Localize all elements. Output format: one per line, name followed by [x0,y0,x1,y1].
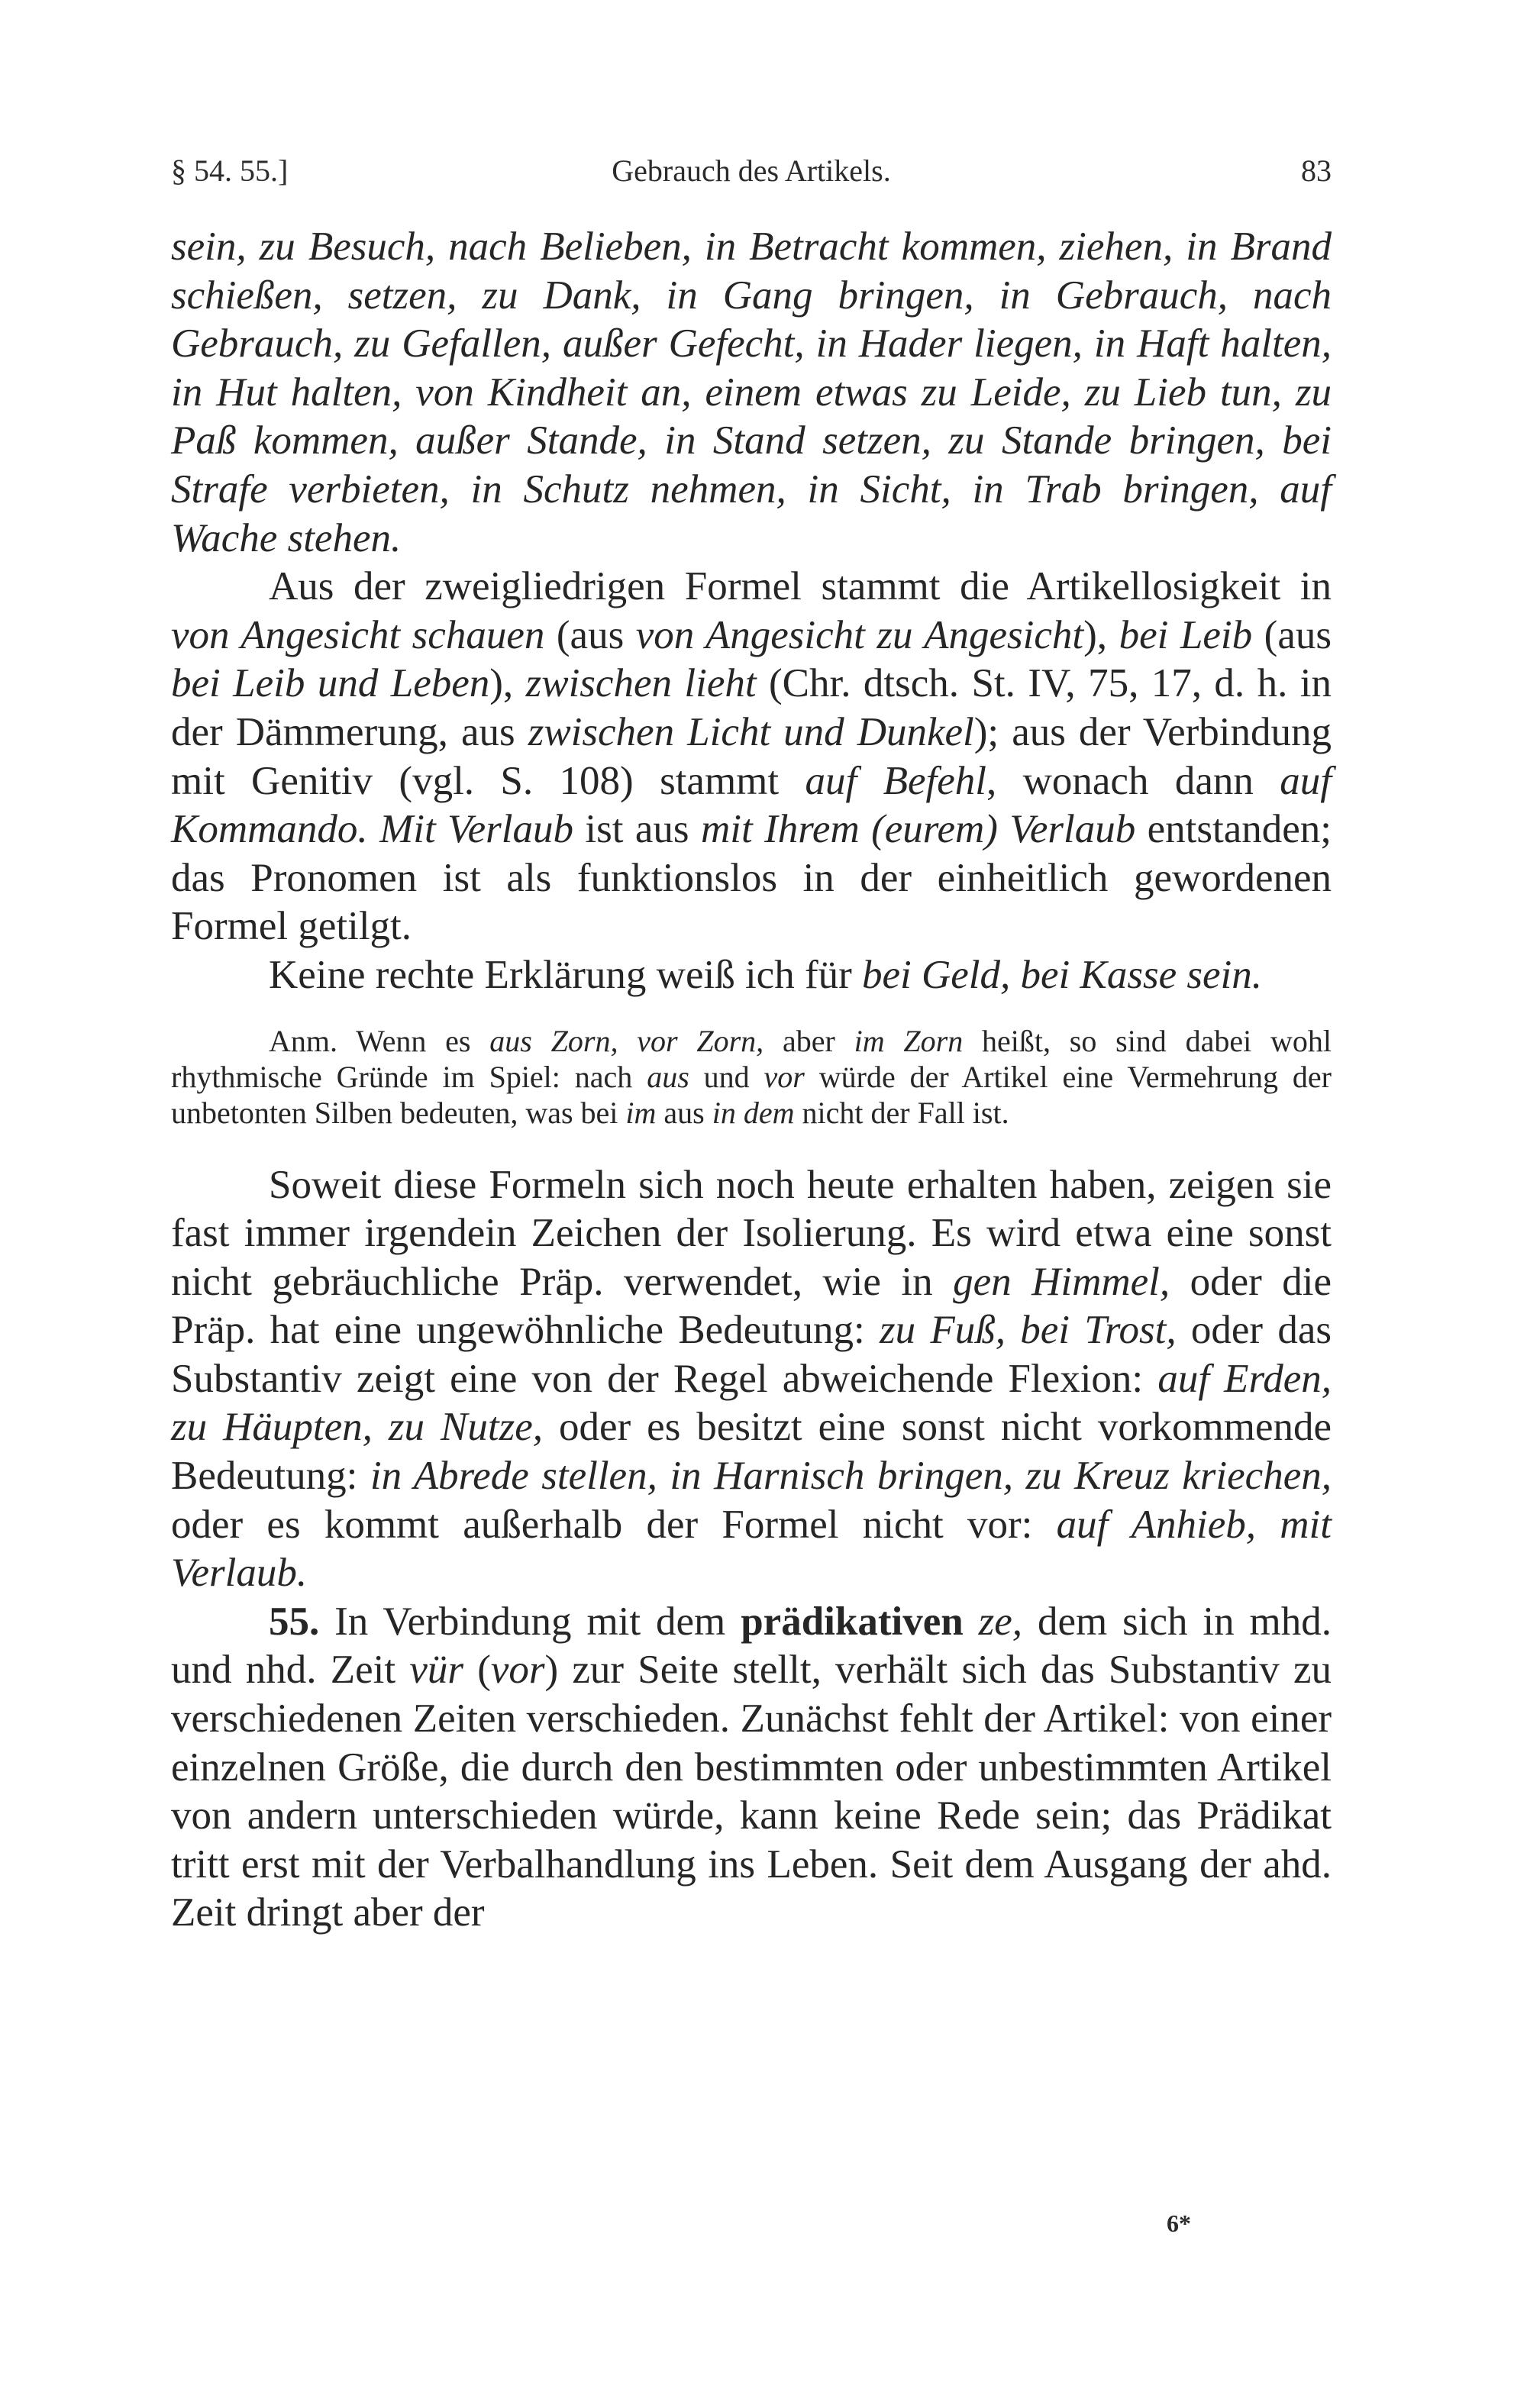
italic-run: vor [764,1059,805,1094]
italic-run: von Angesicht zu Angesicht [635,612,1084,657]
text-run [368,807,379,851]
paragraph-isolation [171,1161,1332,1598]
text-run: ( [463,1648,491,1693]
italic-run: zwischen Licht und Dunkel [528,709,974,754]
italic-run: aus [647,1059,689,1094]
italic-run: im [625,1095,657,1130]
section-number: 55. [269,1599,320,1644]
text-run: oder das Substantiv zeigt eine von der Regel abweichende Flexion: [171,1308,1332,1401]
italic-run: vor [490,1648,545,1693]
text-run: entstanden; das Pronomen ist als funktionslos in der einheitlich gewordenen Formel getilgt. [171,807,1332,949]
text-run: In Verbindung mit dem [319,1599,741,1644]
italic-run: auf Kommando. [171,758,1332,852]
italic-run: vür [409,1648,463,1693]
text-run: (aus [544,612,636,657]
italic-run: im Zorn [854,1023,964,1058]
text-run: ist aus [573,807,701,852]
italic-run: zwischen lieht [525,661,757,706]
text-run: (Chr. dtsch. St. IV, 75, 17, d. h. in der Dämmerung, aus [171,661,1332,754]
paragraph-section-55 [171,1598,1332,1938]
text-run: ); aus der Verbindung mit Genitiv (vgl. S. 108) stammt [171,709,1332,803]
annotation-label: Anm. [269,1023,337,1058]
italic-run: aus Zorn, vor Zorn, [489,1023,764,1058]
bold-run: prädikativen [741,1599,964,1644]
italic-run: bei Leib und Leben [171,661,490,706]
body-text [171,223,1332,1938]
text-run: ), [1083,612,1119,657]
text-run: würde der Artikel eine Vermehrung der unbetonten Silben bedeuten, was bei [171,1059,1332,1130]
text-run: oder die Präp. hat eine ungewöhnliche Bedeutung: [171,1259,1332,1353]
italic-run: von Angesicht schauen [171,612,545,657]
text-run: Aus der zweigliedrigen Formel stammt die Artikellosigkeit in [269,564,1332,609]
text-run: ), [489,661,526,706]
page-number: 83 [1301,153,1332,188]
text-run: heißt, so sind dabei wohl rhythmische Gründe im Spiel: nach [171,1023,1332,1094]
italic-run: mit Ihrem (eurem) Verlaub [700,807,1136,852]
text-run: (aus [1252,612,1332,657]
italic-run: in Abrede stellen, in Harnisch bringen, zu Kreuz kriechen, [370,1454,1332,1499]
italic-run: auf Erden, zu Häupten, zu Nutze, [171,1356,1332,1450]
italic-run: gen Himmel, [953,1259,1170,1304]
italic-run: auf Anhieb, mit Verlaub. [171,1502,1332,1596]
text-run: aber [764,1023,854,1058]
text-run: oder es besitzt eine sonst nicht vorkommende Bedeutung: [171,1405,1332,1499]
italic-run: in dem [712,1095,795,1130]
paragraph-two-part-formula [171,563,1332,951]
annotation-note [171,1023,1332,1131]
text-run: und [689,1059,764,1094]
printer-signature: 6* [1167,2209,1191,2237]
text-run: nicht der Fall ist. [794,1095,1009,1130]
text-run [964,1599,979,1644]
text-run: , wonach dann [986,758,1280,803]
italic-run: ze, [978,1599,1023,1644]
section-reference: § 54. 55.] [171,153,289,188]
paragraph-continued-list: sein, zu Besuch, nach Belieben, in Betracht kommen, ziehen, in Brand schießen, setzen, zu Dank, in Gang bringen, in Gebrauch, nach Gebrauch, zu Gefallen, außer Gefecht, in Hader liegen, in Haft halten, in Hut halten, von Kindheit an, einem etwas zu Leide, zu Lieb tun, zu Paß kommen, außer Stande, in Stand setzen, zu Stande bringen, bei Strafe verbieten, in Schutz nehmen, in Sicht, in Trab bringen, auf Wache stehen. [171,224,1332,560]
text-run: Wenn es [337,1023,490,1058]
text-run: Soweit diese Formeln sich noch heute erhalten haben, zeigen sie fast immer irgendein Zeichen der Isolierung. Es wird etwa eine sonst nicht gebräuchliche Präp. verwendet, wie in [171,1162,1332,1304]
running-header [171,153,1332,199]
italic-run: zu Fuß, bei Trost, [879,1308,1177,1353]
italic-run: auf Befehl [805,758,986,803]
running-title: Gebrauch des Artikels. [612,153,891,188]
text-run: oder es kommt außerhalb der Formel nicht vor: [171,1502,1057,1547]
text-run: ) zur Seite stellt, verhält sich das Substantiv zu verschiedenen Zeiten verschieden. Zunächst fehlt der Artikel: von einer einzelnen Größe, die durch den bestimmten oder unbestimmten Artikel von andern unterschieden würde, kann keine Rede sein; das Prädikat tritt erst mit der Verbalhandlung ins Leben. Seit dem Ausgang der ahd. Zeit dringt aber der [171,1648,1332,1935]
paragraph-no-explanation [171,951,1332,1000]
text-run: dem sich in mhd. und nhd. Zeit [171,1599,1332,1693]
text-run: aus [656,1095,712,1130]
italic-run: Mit Verlaub [379,807,573,852]
text-run: Keine rechte Erklärung weiß ich für [269,952,862,997]
italic-run: bei Leib [1119,612,1253,657]
italic-run: bei Geld, bei Kasse sein. [862,952,1263,997]
